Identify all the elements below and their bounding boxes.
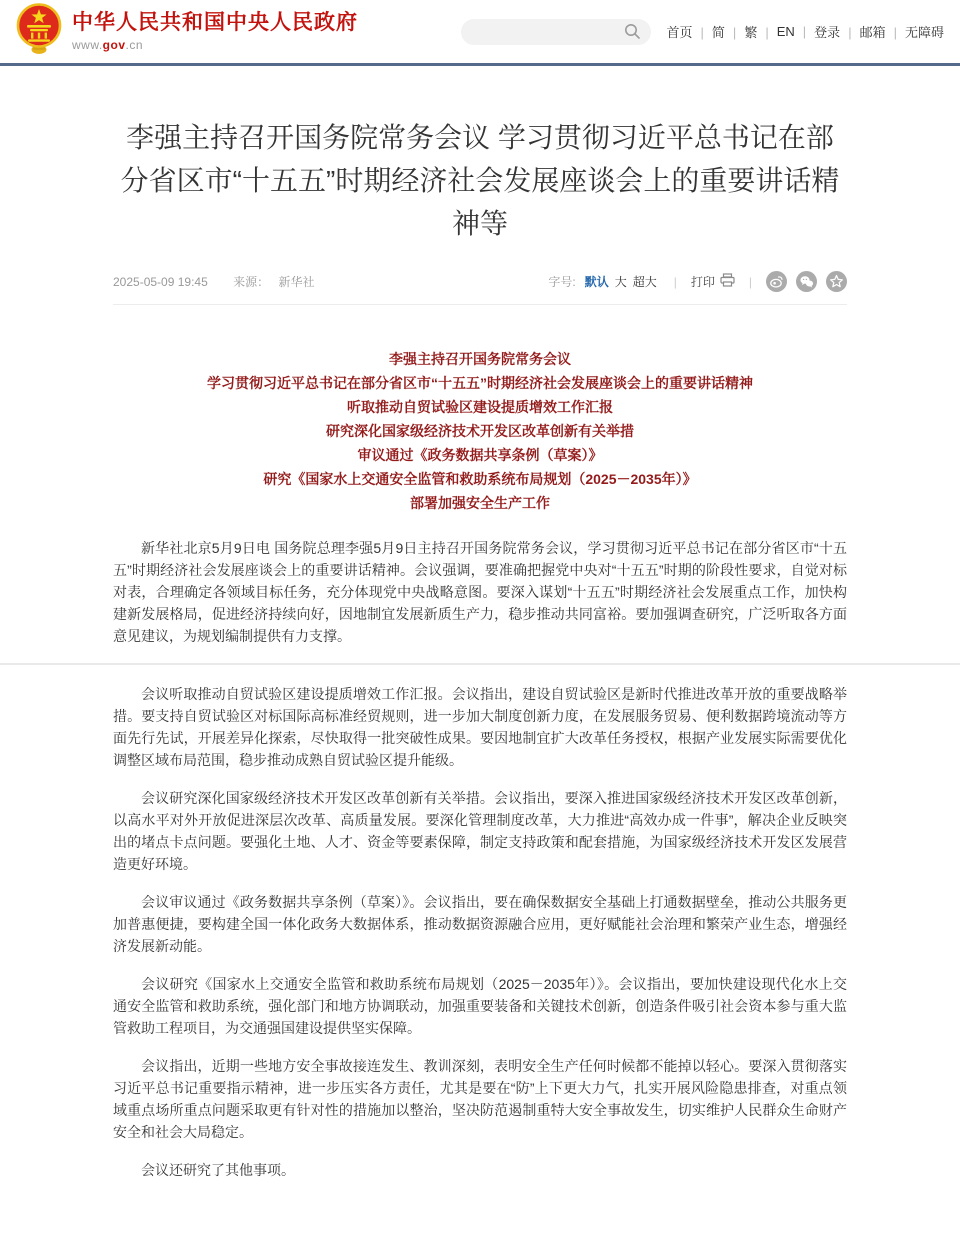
share-icons [766, 271, 847, 292]
nav-label: 繁 [744, 25, 758, 40]
nav-item-accessibility[interactable] [905, 22, 944, 41]
header-right [461, 19, 945, 45]
favorite-star-icon[interactable] [826, 271, 847, 292]
nav-item-mail[interactable] [860, 22, 905, 41]
article [0, 116, 960, 1237]
article-meta-left [113, 273, 314, 290]
font-size-default-button[interactable]: 默认 [584, 275, 609, 289]
headline-line: 研究《国家水上交通安全监管和救助系统布局规划（2025－2035年）》 [263, 471, 697, 487]
headline-line: 部署加强安全生产工作 [410, 495, 550, 511]
nav-label: EN [776, 24, 795, 39]
nav-item-login[interactable] [814, 22, 859, 41]
bottom-whitespace [0, 1197, 960, 1237]
nav-item-english[interactable] [777, 24, 814, 39]
font-size-label: 字号: [548, 275, 576, 289]
meta-separator: | [673, 274, 677, 289]
site-logo-link[interactable] [16, 3, 358, 60]
article-paragraph: 会议指出，近期一些地方安全事故接连发生、教训深刻，表明安全生产任何时候都不能掉以轻心。要深入贯彻落实习近平总书记重要指示精神，进一步压实各方责任，尤其是要在“防”上下更大力气，扎实开展风险隐患排查，对重点领域重点场所重点问题采取更有针对性的措施加以整治，坚决防范遏制重特大安全事故发生，切实维护人民群众生命财产安全和社会大局稳定。 [113, 1058, 847, 1140]
national-emblem-icon [16, 3, 62, 60]
nav-label: 首页 [666, 25, 693, 40]
nav-label: 登录 [814, 25, 841, 40]
font-size-big-button[interactable]: 大 [614, 275, 627, 289]
headline-line: 学习贯彻习近平总书记在部分省区市“十五五”时期经济社会发展座谈会上的重要讲话精神 [207, 375, 753, 391]
wechat-share-icon[interactable] [796, 271, 817, 292]
article-paragraph: 会议还研究了其他事项。 [141, 1162, 295, 1178]
logo-text [72, 11, 358, 52]
headline-line: 李强主持召开国务院常务会议 [389, 351, 571, 367]
article-body-top [113, 537, 847, 647]
article-body-bottom [113, 683, 847, 1181]
site-title: 中华人民共和国中央人民政府 [72, 11, 358, 34]
weibo-share-icon[interactable] [766, 271, 787, 292]
print-button[interactable] [691, 273, 735, 290]
source-label: 来源： [233, 275, 270, 289]
article-paragraph: 新华社北京5月9日电 国务院总理李强5月9日主持召开国务院常务会议，学习贯彻习近平总书记在部分省区市“十五五”时期经济社会发展座谈会上的重要讲话精神。会议强调，要准确把握党中央对“十五五”时期的阶段性要求，自觉对标对表，合理确定各领域目标任务，充分体现党中央战略意图。要深入谋划“十五五”时期经济社会发展重点工作，加快构建新发展格局，促进经济持续向好，因地制宜发展新质生产力，稳步推动共同富裕。要加强调查研究，广泛听取各方面意见建议，为规划编制提供有力支撑。 [113, 540, 847, 644]
section-divider [0, 663, 960, 665]
nav-item-simplified[interactable] [712, 22, 744, 41]
site-url [72, 38, 358, 52]
article-paragraph: 会议研究《国家水上交通安全监管和救助系统布局规划（2025－2035年）》。会议指出，要加快建设现代化水上交通安全监管和救助系统，强化部门和地方协调联动，加强重要装备和关键技术创新，创造条件吸引社会资本参与重大监管救助工程项目，为交通强国建设提供坚实保障。 [113, 976, 847, 1036]
headline-line: 听取推动自贸试验区建设提质增效工作汇报 [347, 399, 613, 415]
article-title: 李强主持召开国务院常务会议 学习贯彻习近平总书记在部分省区市“十五五”时期经济社会发展座谈会上的重要讲话精神等 [120, 122, 840, 239]
printer-icon [720, 273, 735, 290]
article-meta-right [548, 271, 847, 292]
article-paragraph: 会议研究深化国家级经济技术开发区改革创新有关举措。会议指出，要深入推进国家级经济技术开发区改革创新，以高水平对外开放促进深层次改革、高质量发展。要深化管理制度改革，大力推进“高效办成一件事”，解决企业反映突出的堵点卡点问题。要强化土地、人才、资金等要素保障，制定支持政策和配套措施，为国家级经济技术开发区发展营造更好环境。 [113, 790, 847, 872]
search-icon[interactable] [624, 23, 641, 40]
site-url-www: www. [72, 38, 103, 52]
search-input[interactable] [475, 25, 624, 39]
print-label: 打印 [690, 275, 715, 289]
search-box[interactable] [461, 19, 651, 45]
article-paragraph: 会议审议通过《政务数据共享条例（草案）》。会议指出，要在确保数据安全基础上打通数据壁垒，推动公共服务更加普惠便捷，要构建全国一体化政务大数据体系，推动数据资源融合应用，更好赋能社会治理和繁荣产业生态，增强经济发展新动能。 [113, 894, 847, 954]
article-paragraph: 会议听取推动自贸试验区建设提质增效工作汇报。会议指出，建设自贸试验区是新时代推进改革开放的重要战略举措。要支持自贸试验区对标国际高标准经贸规则，进一步加大制度创新力度，在发展服务贸易、便利数据跨境流动等方面先行先试，开展差异化探索，尽快取得一批突破性成果。要因地制宜扩大改革任务授权，根据产业发展实际需要优化调整区域布局范围，稳步推动成熟自贸试验区提升能级。 [113, 686, 847, 768]
nav-label: 邮箱 [859, 25, 886, 40]
article-date: 2025-05-09 19:45 [113, 275, 208, 289]
nav-label: 无障碍 [904, 25, 944, 40]
site-url-gov: gov [102, 38, 126, 52]
source-value: 新华社 [278, 275, 315, 289]
nav-item-traditional[interactable] [744, 22, 776, 41]
font-size-huge-button[interactable]: 超大 [632, 275, 657, 289]
meeting-headlines [113, 347, 847, 515]
meta-separator: | [748, 274, 752, 289]
site-header [0, 0, 960, 63]
headline-line: 研究深化国家级经济技术开发区改革创新有关举措 [326, 423, 634, 439]
site-url-cn: .cn [125, 38, 144, 52]
nav-item-home[interactable] [667, 22, 712, 41]
header-divider [0, 63, 960, 66]
article-meta-row [113, 271, 847, 305]
top-nav [667, 22, 945, 41]
headline-line: 审议通过《政务数据共享条例（草案）》 [357, 447, 603, 463]
nav-label: 简 [711, 25, 725, 40]
